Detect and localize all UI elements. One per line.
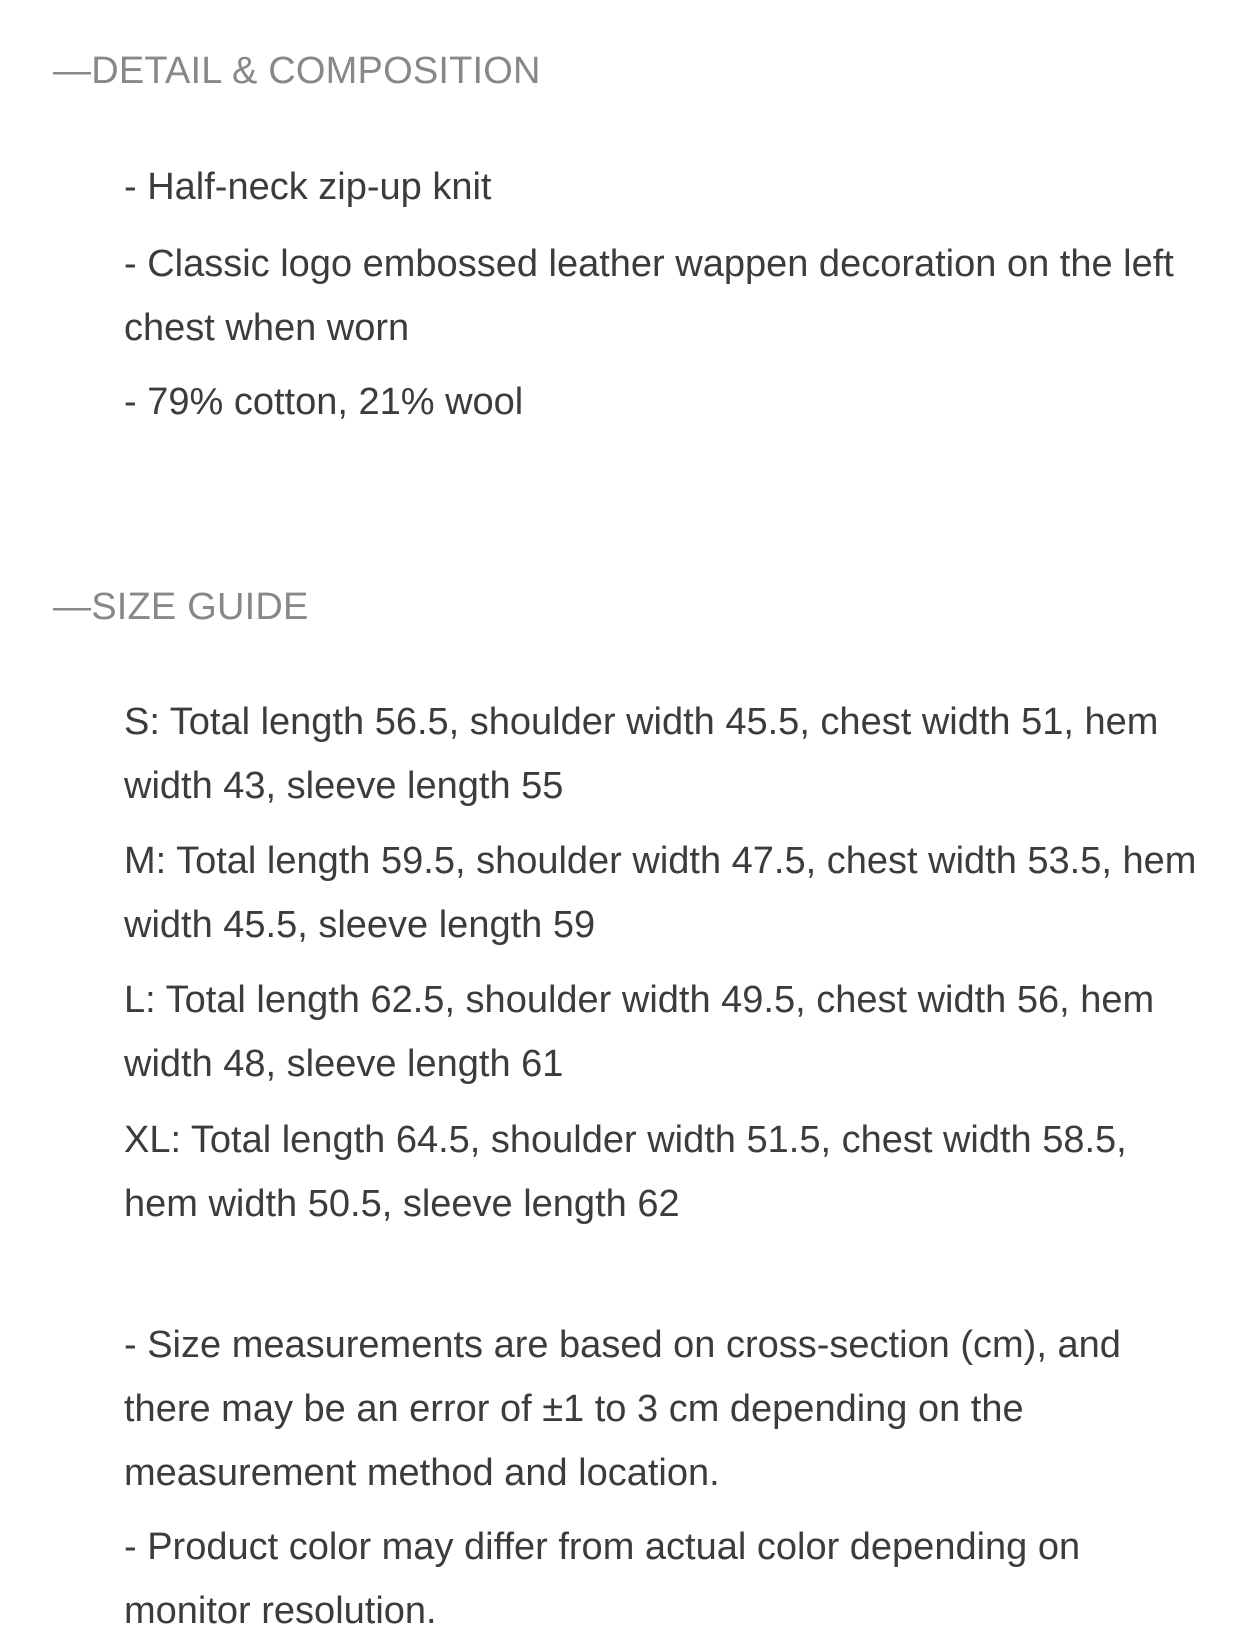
size-guide-heading: —SIZE GUIDE xyxy=(53,586,309,628)
size-row-m: M: Total length 59.5, shoulder width 47.5, chest width 53.5, hem width 45.5, sleeve length 59 xyxy=(124,840,1197,946)
detail-item-composition: - 79% cotton, 21% wool xyxy=(124,381,524,423)
size-row-l: L: Total length 62.5, shoulder width 49.5, chest width 56, hem width 48, sleeve length 61 xyxy=(124,979,1155,1085)
detail-item-logo-wappen: - Classic logo embossed leather wappen decoration on the left chest when worn xyxy=(124,243,1174,349)
size-row-xl: XL: Total length 64.5, shoulder width 51.5, chest width 58.5, hem width 50.5, sleeve length 62 xyxy=(124,1119,1127,1225)
detail-item-half-neck: - Half-neck zip-up knit xyxy=(124,166,492,208)
detail-composition-heading: —DETAIL & COMPOSITION xyxy=(53,50,541,92)
size-note-color: - Product color may differ from actual color depending on monitor resolution. xyxy=(124,1526,1081,1632)
size-note-measurement: - Size measurements are based on cross-section (cm), and there may be an error of ±1 to 3 cm depending on the measurement method and location. xyxy=(124,1324,1121,1494)
size-row-s: S: Total length 56.5, shoulder width 45.5, chest width 51, hem width 43, sleeve length 55 xyxy=(124,701,1159,807)
